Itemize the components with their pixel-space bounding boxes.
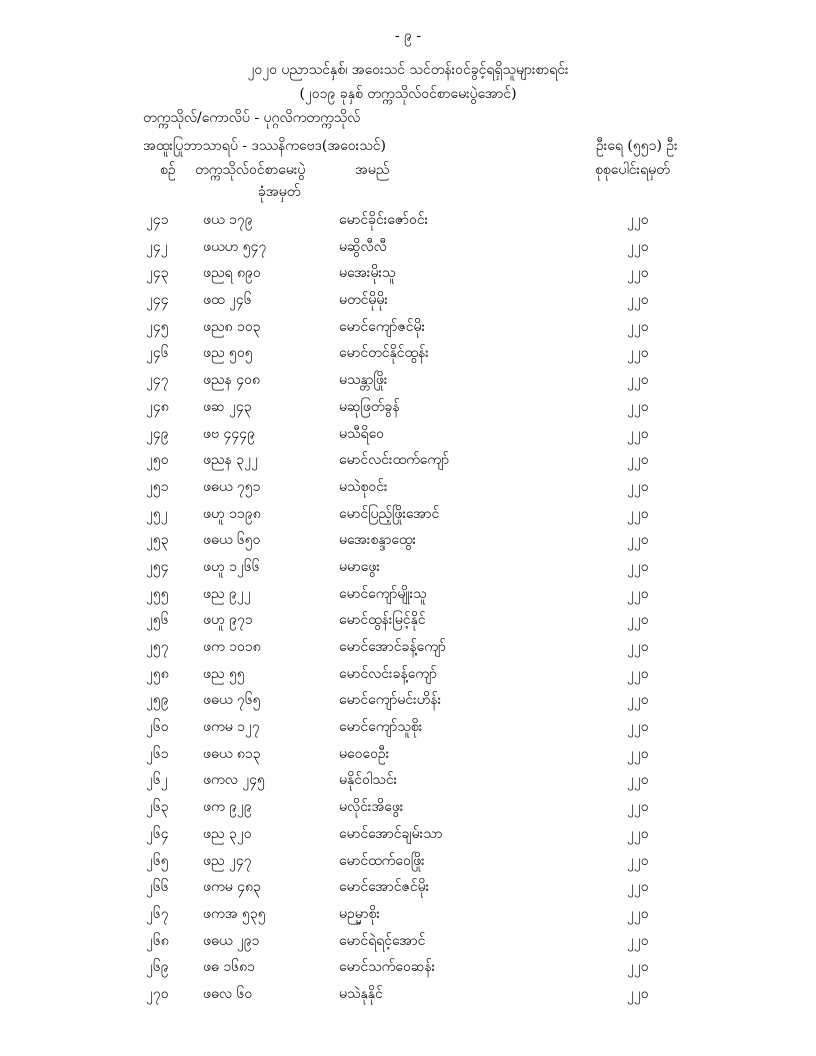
row-name: မတင်မိုမိုး <box>339 292 388 309</box>
count-line: ဦးရေ (၅၅၁) ဦး <box>596 138 678 154</box>
row-total: ၂၂၀ <box>627 639 649 655</box>
row-total: ၂၂၀ <box>627 852 649 869</box>
table-row <box>0 584 816 611</box>
row-roll-number: ဖဟူ ၁၂၆၆ <box>203 558 260 575</box>
row-name: မသဲစုဝင်း <box>339 478 388 495</box>
row-roll-number: ဖက ၉၂၉ <box>203 799 252 816</box>
table-row <box>0 744 816 771</box>
table-row <box>0 637 816 664</box>
row-total: ၂၂၀ <box>627 745 649 762</box>
row-number: ၂၆၄ <box>146 825 169 842</box>
row-roll-number: ဖဓယ ၆၅၀ <box>203 532 261 549</box>
row-number: ၂၆၃ <box>146 799 169 816</box>
row-number: ၂၄၂ <box>146 238 168 255</box>
row-name: မောင်ကျော်ဇင်မိုး <box>339 318 426 335</box>
row-number: ၂၄၆ <box>146 345 169 362</box>
row-total: ၂၂၀ <box>627 692 649 709</box>
row-roll-number: ဖထ ၂၄၆ <box>203 292 252 309</box>
row-roll-number: ဖဓ ၁၆၈၁ <box>203 959 255 976</box>
table-row <box>0 877 816 904</box>
table-row <box>0 343 816 370</box>
table-row <box>0 504 816 531</box>
row-roll-number: ဖကမ ၁၂၇ <box>203 719 260 736</box>
table-row <box>0 797 816 824</box>
row-number: ၂၅၈ <box>146 665 169 682</box>
row-total: ၂၂၀ <box>627 585 649 602</box>
row-name: မောင်သက်ဝေဆန်း <box>339 959 436 976</box>
row-roll-number: ဖဓယ ၂၉၁ <box>203 932 260 949</box>
column-header-roll: တက္ကသိုလ်ဝင်စာမေးပွဲ <box>195 162 306 178</box>
row-name: မဆွိလီလီ <box>339 238 387 255</box>
row-number: ၂၄၄ <box>146 292 169 309</box>
row-name: မအေးစန္ဒာထွေး <box>339 532 417 549</box>
row-name: မောင်အောင်ဇင်မိုး <box>339 879 430 896</box>
table-row <box>0 610 816 637</box>
row-roll-number: ဖည ၅၅ <box>203 665 245 682</box>
row-roll-number: ဖဟူ ၁၁၉၈ <box>203 505 261 522</box>
row-roll-number: ဖည ၂၄၇ <box>203 852 252 869</box>
table-row <box>0 557 816 584</box>
table-row <box>0 717 816 744</box>
row-total: ၂၂၀ <box>627 959 649 976</box>
table-row <box>0 450 816 477</box>
row-number: ၂၆၈ <box>146 932 169 949</box>
row-total: ၂၂၀ <box>627 372 649 389</box>
row-total: ၂၂၀ <box>627 425 649 442</box>
row-roll-number: ဖကလ ၂၄၅ <box>203 772 265 789</box>
table-row <box>0 904 816 931</box>
row-roll-number: ဖကအ ၅၃၅ <box>203 905 266 922</box>
table-row <box>0 370 816 397</box>
results-table <box>0 210 816 1011</box>
row-name: မလိုင်းအိဖွေး <box>339 799 404 816</box>
column-header-roll-line2: ခုံအမှတ် <box>258 184 301 200</box>
row-roll-number: ဖဆ ၂၄၃ <box>203 398 252 415</box>
table-row <box>0 984 816 1011</box>
row-number: ၂၅၆ <box>146 612 169 629</box>
column-header-no: စဉ် <box>160 162 176 178</box>
row-name: မောင်အောင်ချမ်းသာ <box>339 825 443 842</box>
row-name: မနိုင်ဝါသင်း <box>339 772 398 789</box>
row-name: မဉမ္မာစိုး <box>339 905 380 922</box>
row-number: ၂၅၉ <box>146 692 169 709</box>
row-name: မဝေဝေဦး <box>339 745 390 762</box>
row-roll-number: ဖဓယ ၈၁၃ <box>203 745 261 762</box>
row-total: ၂၂၀ <box>627 532 649 549</box>
row-total: ၂၂၀ <box>627 478 649 495</box>
table-row <box>0 290 816 317</box>
row-roll-number: ဖည ၅၀၅ <box>203 345 253 362</box>
row-total: ၂၂၀ <box>627 558 649 575</box>
table-row <box>0 424 816 451</box>
row-roll-number: ဖယဟ ၅၄၇ <box>203 238 267 255</box>
row-number: ၂၄၉ <box>146 425 169 442</box>
table-row <box>0 690 816 717</box>
row-number: ၂၇၀ <box>146 985 169 1002</box>
row-name: မောင်အောင်ခန့်ကျော် <box>339 639 446 655</box>
row-name: မောင်ထက်ဝေဖြိုး <box>339 852 425 869</box>
document-subtitle: (၂၀၁၉ ခုနှစ် တက္ကသိုလ်ဝင်စာမေးပွဲအောင်) <box>299 86 517 102</box>
row-total: ၂၂၀ <box>627 985 649 1002</box>
table-row <box>0 851 816 878</box>
row-roll-number: ဖညန ၄၀၈ <box>203 372 260 389</box>
row-total: ၂၂၀ <box>627 265 649 282</box>
table-row <box>0 770 816 797</box>
row-total: ၂၂၀ <box>627 879 649 896</box>
table-row <box>0 931 816 958</box>
table-row <box>0 210 816 237</box>
row-name: မသဲနုနိုင် <box>339 985 383 1002</box>
row-name: မဆုဖြတ်ခွန် <box>339 398 400 415</box>
row-number: ၂၆၂ <box>146 772 168 789</box>
row-total: ၂၂၀ <box>627 292 649 309</box>
row-total: ၂၂၀ <box>627 238 649 255</box>
row-total: ၂၂၀ <box>627 905 649 922</box>
page-number: - ၉ - <box>394 28 422 44</box>
row-number: ၂၆၀ <box>146 719 169 736</box>
row-total: ၂၂၀ <box>627 772 649 789</box>
row-total: ၂၂၀ <box>627 665 649 682</box>
row-number: ၂၆၆ <box>146 879 169 896</box>
row-name: မောင်ကျော်မျိုးသူ <box>339 585 427 602</box>
row-number: ၂၄၃ <box>146 265 169 282</box>
row-roll-number: ဖက ၁၀၁၈ <box>203 639 261 655</box>
row-number: ၂၅၁ <box>146 478 169 495</box>
row-roll-number: ဖဗ ၄၄၄၉ <box>203 425 255 442</box>
row-number: ၂၄၁ <box>146 212 169 228</box>
row-total: ၂၂၀ <box>627 932 649 949</box>
table-row <box>0 397 816 424</box>
row-roll-number: ဖကမ ၄၈၃ <box>203 879 261 896</box>
row-total: ၂၂၀ <box>627 799 649 816</box>
row-total: ၂၂၀ <box>627 505 649 522</box>
table-row <box>0 957 816 984</box>
row-name: မောင်လင်းထက်ကျော် <box>339 452 450 469</box>
table-row <box>0 263 816 290</box>
row-roll-number: ဖယ ၁၇၉ <box>203 212 253 228</box>
row-name: မောင်ခိုင်းဇော်ဝင်း <box>339 212 429 228</box>
row-total: ၂၂၀ <box>627 318 649 335</box>
row-name: မောင်ကျော်သူစိုး <box>339 719 423 736</box>
row-roll-number: ဖည ၉၂၂ <box>203 585 251 602</box>
row-roll-number: ဖည၈ ၁၀၃ <box>203 318 261 335</box>
table-row <box>0 530 816 557</box>
row-number: ၂၅၃ <box>146 532 169 549</box>
row-number: ၂၅၇ <box>146 639 169 655</box>
row-number: ၂၆၁ <box>146 745 169 762</box>
row-number: ၂၄၈ <box>146 398 169 415</box>
row-name: မောင်ကျော်မင်းဟိန်း <box>339 692 442 709</box>
row-number: ၂၆၉ <box>146 959 169 976</box>
table-row <box>0 664 816 691</box>
row-number: ၂၅၅ <box>146 585 169 602</box>
row-number: ၂၅၀ <box>146 452 169 469</box>
row-name: မောင်လင်းခန့်ကျော် <box>339 665 437 682</box>
table-row <box>0 477 816 504</box>
row-name: မသန္တာဖြိုး <box>339 372 388 389</box>
row-number: ၂၅၂ <box>146 505 168 522</box>
row-total: ၂၂၀ <box>627 345 649 362</box>
row-roll-number: ဖညရ ၈၉၀ <box>203 265 261 282</box>
table-row <box>0 237 816 264</box>
table-row <box>0 317 816 344</box>
row-name: မောင်ပြည့်ဖြိုးအောင် <box>339 505 440 522</box>
row-name: မသီရိဝေ <box>339 425 385 442</box>
row-number: ၂၅၄ <box>146 558 169 575</box>
row-total: ၂၂၀ <box>627 825 649 842</box>
table-row <box>0 824 816 851</box>
row-name: မောင်ရဲရင့်အောင် <box>339 932 426 949</box>
row-name: မမာဖွေး <box>339 558 380 575</box>
row-roll-number: ဖဟူ ၉၇၁ <box>203 612 253 629</box>
row-name: မအေးမိုးသူ <box>339 265 396 282</box>
row-number: ၂၄၇ <box>146 372 169 389</box>
row-total: ၂၂၀ <box>627 212 649 228</box>
row-roll-number: ဖဓလ ၆၀ <box>203 985 253 1002</box>
row-name: မောင်တင်နိုင်ထွန်း <box>339 345 429 362</box>
document-title: ၂၀၂၀ ပညာသင်နှစ်၊ အဝေးသင် သင်တန်းဝင်ခွင့်ရရှိသူများစာရင်း <box>247 62 569 78</box>
row-roll-number: ဖဓယ ၇၆၅ <box>203 692 261 709</box>
row-roll-number: ဖဓယ ၇၅၁ <box>203 478 261 495</box>
column-header-total: စုစုပေါင်းရမှတ် <box>595 162 670 178</box>
row-total: ၂၂၀ <box>627 719 649 736</box>
row-total: ၂၂၀ <box>627 612 649 629</box>
row-total: ၂၂၀ <box>627 398 649 415</box>
row-roll-number: ဖညန ၃၂၂ <box>203 452 258 469</box>
row-total: ၂၂၀ <box>627 452 649 469</box>
row-number: ၂၆၅ <box>146 852 169 869</box>
row-name: မောင်ထွန်းမြင့်နိုင် <box>339 612 426 629</box>
row-number: ၂၆၇ <box>146 905 169 922</box>
school-line: အထူးပြုဘာသာရပ် - ဒဿနိကဗေဒ(အဝေးသင်) <box>143 138 386 154</box>
university-line: တက္ကသိုလ်/ကောလိပ် - ပုဂ္ဂလိကတက္ကသိုလ် <box>143 110 361 126</box>
row-roll-number: ဖည ၃၂၀ <box>203 825 252 842</box>
column-header-name: အမည် <box>355 162 390 178</box>
row-number: ၂၄၅ <box>146 318 169 335</box>
